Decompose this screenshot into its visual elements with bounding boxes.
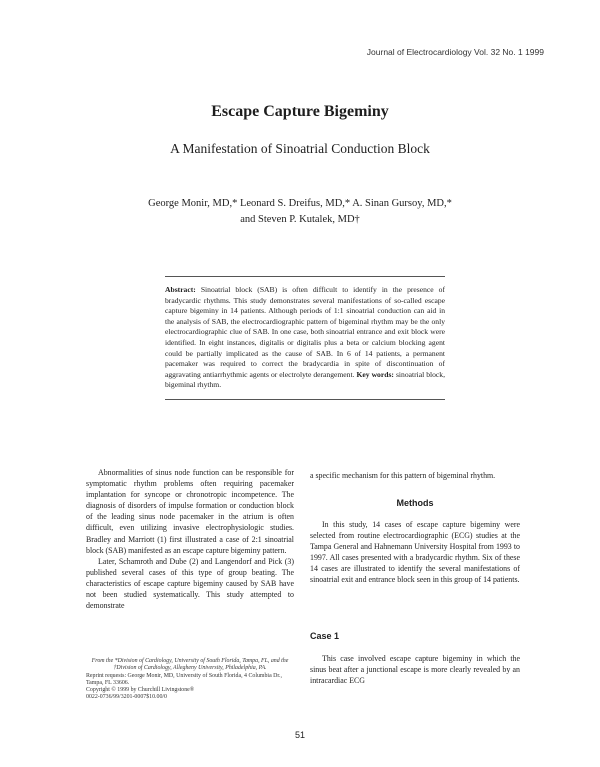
authors-line-1: George Monir, MD,* Leonard S. Dreifus, MD,* A. Sinan Gursoy, MD,* (148, 198, 452, 209)
case-1-paragraph: This case involved escape capture bigeminy in which the sinus beat after a junctional escape is more clearly revealed by an intracardiac ECG (310, 654, 520, 686)
footnote-copyright: Copyright © 1999 by Churchill Livingstone® (86, 687, 195, 694)
footnote-affiliation: From the *Division of Cardiology, University of South Florida, Tampa, FL, and the †Division of Cardiology, Allegheny University, Philadelphia, PA. (91, 658, 289, 672)
methods-paragraph: In this study, 14 cases of escape capture bigeminy were selected from routine electrocardiographic (ECG) studies at the Tampa General and Hahnemann University Hospital from 1993 to 1997. All cases presented with a bradycardic rhythm. Six of these 14 cases are illustrated to identify the several manifestations of sinoatrial exit and entrance block seen in this group of 14 patients. (310, 520, 520, 585)
abstract-body: Sinoatrial block (SAB) is often difficult to identify in the presence of bradycardic rhythms. This study demonstrates several manifestations of so-called escape capture bigeminy in 14 patients. Although periods of 1:1 sinoatrial conduction can aid in the analysis of SAB, the electrocardiographic pattern of bigeminal rhythm may be the only electrocardiographic clue of SAB. In one case, both sinoatrial entrance and exit block were identified. In eight instances, digitalis or digitalis plus a beta or calcium blocking agent could be partially implicated as the cause of SAB. In 6 of 14 patients, a permanent pacemaker was required to correct the bradycardia in spite of discontinuation of aggravating antiarrhythmic agents or electrolyte derangement. (165, 285, 445, 379)
intro-continuation: a specific mechanism for this pattern of bigeminal rhythm. (310, 471, 496, 480)
article-title: Escape Capture Bigeminy (211, 103, 389, 120)
case-1-section (310, 653, 520, 686)
methods-section (310, 519, 520, 586)
footnotes (86, 658, 294, 702)
right-column-intro (310, 470, 520, 481)
authors-line-2: and Steven P. Kutalek, MD† (240, 214, 360, 225)
case-1-heading: Case 1 (310, 631, 340, 641)
left-column (86, 467, 294, 611)
author-list (0, 196, 600, 228)
abstract-block (165, 276, 445, 400)
keywords-label: Key words: (356, 369, 394, 379)
keywords-text: sinoatrial block, bigeminal rhythm. (165, 369, 445, 390)
journal-header: Journal of Electrocardiology Vol. 32 No. 1 1999 (366, 47, 544, 57)
methods-heading: Methods (396, 498, 434, 508)
page-number: 51 (294, 730, 305, 740)
intro-paragraph-2: Later, Schamroth and Dube (2) and Langendorf and Pick (3) published several cases of this type of group beating. The characteristics of escape capture bigeminy caused by SAB have not been studied systematically. This study attempted to demonstrate (86, 556, 294, 611)
article-subtitle: A Manifestation of Sinoatrial Conduction Block (170, 141, 430, 156)
abstract-label: Abstract: (165, 285, 196, 294)
intro-paragraph-1: Abnormalities of sinus node function can be responsible for symptomatic rhythm problems often requiring pacemaker implantation for syncope or chronotropic incompetence. The diagnosis of disorders of impulse formation or conduction block of the leading sinus node pacemaker in the atrium is often difficult, even utilizing invasive electrophysiologic studies. Bradley and Marriott (1) first illustrated a case of 2:1 sinoatrial block (SAB) manifested as an escape capture bigeminy pattern. (86, 468, 294, 555)
footnote-reprint: Reprint requests: George Monir, MD, University of South Florida, 4 Columbia Dr., Tampa, FL 33606. (86, 672, 282, 686)
footnote-issn: 0022-0736/99/3201-0007$10.00/0 (86, 694, 167, 701)
